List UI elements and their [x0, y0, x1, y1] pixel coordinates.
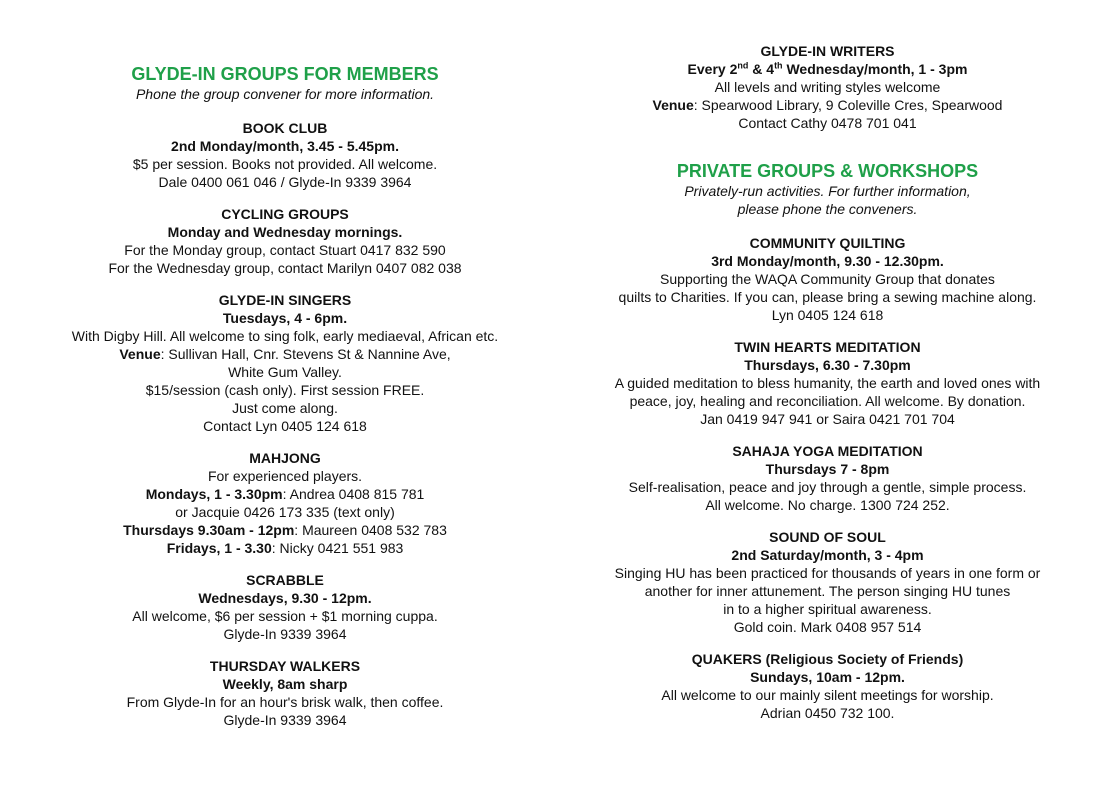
- section-schedule: [570, 60, 1085, 78]
- section-title: SCRABBLE: [246, 572, 324, 588]
- twin-hearts-section: [570, 338, 1085, 428]
- section-schedule: Sundays, 10am - 12pm.: [750, 669, 905, 685]
- section-line: Self-realisation, peace and joy through a gentle, simple process.: [628, 479, 1027, 495]
- venue-text: : Sullivan Hall, Cnr. Stevens St & Nannine Ave,: [160, 346, 451, 362]
- section-line: With Digby Hill. All welcome to sing folk, early mediaeval, African etc.: [71, 328, 499, 344]
- section-title: QUAKERS (Religious Society of Friends): [691, 651, 964, 667]
- schedule-ordinal: th: [774, 60, 783, 71]
- private-groups-column: [570, 42, 1085, 736]
- section-line: Adrian 0450 732 100.: [760, 705, 895, 721]
- section-schedule: Tuesdays, 4 - 6pm.: [222, 310, 348, 326]
- section-schedule: 2nd Monday/month, 3.45 - 5.45pm.: [171, 138, 399, 154]
- section-line: Just come along.: [232, 400, 338, 416]
- mahjong-day: Thursdays 9.30am - 12pm: [123, 522, 295, 538]
- quakers-section: [570, 650, 1085, 722]
- mahjong-row: [30, 521, 540, 539]
- section-schedule: Wednesdays, 9.30 - 12pm.: [198, 590, 372, 606]
- section-line: White Gum Valley.: [228, 364, 342, 380]
- section-line: another for inner attunement. The person singing HU tunes: [644, 583, 1011, 599]
- mahjong-contact: : Nicky 0421 551 983: [271, 540, 404, 556]
- section-schedule: For experienced players.: [207, 468, 363, 484]
- schedule-part: & 4: [748, 61, 775, 77]
- section-line: Gold coin. Mark 0408 957 514: [733, 619, 922, 635]
- mahjong-day: Fridays, 1 - 3.30: [166, 540, 272, 556]
- members-groups-column: [30, 63, 540, 743]
- mahjong-row: [30, 503, 540, 521]
- section-line: peace, joy, healing and reconciliation. All welcome. By donation.: [629, 393, 1026, 409]
- section-line: in to a higher spiritual awareness.: [723, 601, 932, 617]
- sahaja-yoga-section: [570, 442, 1085, 514]
- section-line: Supporting the WAQA Community Group that donates: [660, 271, 995, 287]
- schedule-ordinal: nd: [737, 60, 749, 71]
- private-groups-heading: PRIVATE GROUPS & WORKSHOPS: [676, 161, 979, 181]
- scrabble-section: [30, 571, 540, 643]
- section-title: SAHAJA YOGA MEDITATION: [732, 443, 923, 459]
- section-line: Contact Cathy 0478 701 041: [738, 115, 917, 131]
- mahjong-contact: : Andrea 0408 815 781: [282, 486, 425, 502]
- book-club-section: [30, 119, 540, 191]
- section-line: All welcome, $6 per session + $1 morning cuppa.: [132, 608, 438, 624]
- section-schedule: Monday and Wednesday mornings.: [167, 224, 403, 240]
- section-title: SOUND OF SOUL: [769, 529, 886, 545]
- section-line: A guided meditation to bless humanity, the earth and loved ones with: [614, 375, 1041, 391]
- cycling-groups-section: [30, 205, 540, 277]
- section-line: quilts to Charities. If you can, please bring a sewing machine along.: [618, 289, 1037, 305]
- section-line: Glyde-In 9339 3964: [223, 712, 347, 728]
- venue-line: [570, 96, 1085, 114]
- mahjong-contact: : Maureen 0408 532 783: [294, 522, 447, 538]
- writers-section: [570, 42, 1085, 132]
- section-title: TWIN HEARTS MEDITATION: [734, 339, 921, 355]
- singers-section: [30, 291, 540, 435]
- section-schedule: 2nd Saturday/month, 3 - 4pm: [731, 547, 924, 563]
- section-line: All welcome. No charge. 1300 724 252.: [705, 497, 950, 513]
- private-groups-intro: please phone the conveners.: [737, 201, 918, 217]
- mahjong-row: [30, 539, 540, 557]
- section-line: All levels and writing styles welcome: [714, 79, 941, 95]
- section-line: Jan 0419 947 941 or Saira 0421 701 704: [700, 411, 955, 427]
- members-groups-heading: GLYDE-IN GROUPS FOR MEMBERS: [131, 64, 439, 84]
- section-schedule: Weekly, 8am sharp: [222, 676, 348, 692]
- thursday-walkers-section: [30, 657, 540, 729]
- section-schedule: 3rd Monday/month, 9.30 - 12.30pm.: [711, 253, 944, 269]
- section-line: All welcome to our mainly silent meetings for worship.: [661, 687, 994, 703]
- section-line: Dale 0400 061 046 / Glyde-In 9339 3964: [158, 174, 412, 190]
- sound-of-soul-section: [570, 528, 1085, 636]
- section-line: Contact Lyn 0405 124 618: [203, 418, 367, 434]
- mahjong-day: Mondays, 1 - 3.30pm: [145, 486, 283, 502]
- section-title: BOOK CLUB: [242, 120, 328, 136]
- section-title: THURSDAY WALKERS: [209, 658, 361, 674]
- section-line: $5 per session. Books not provided. All welcome.: [132, 156, 438, 172]
- mahjong-contact: or Jacquie 0426 173 335 (text only): [175, 504, 395, 520]
- venue-line: [30, 345, 540, 363]
- section-line: For the Wednesday group, contact Marilyn 0407 082 038: [108, 260, 462, 276]
- section-title: GLYDE-IN WRITERS: [760, 43, 895, 59]
- section-title: GLYDE-IN SINGERS: [218, 292, 352, 308]
- venue-text: : Spearwood Library, 9 Coleville Cres, Spearwood: [693, 97, 1003, 113]
- section-schedule: Thursdays, 6.30 - 7.30pm: [744, 357, 911, 373]
- schedule-part: Every 2: [687, 61, 738, 77]
- private-groups-intro: Privately-run activities. For further information,: [684, 183, 971, 199]
- mahjong-section: [30, 449, 540, 557]
- mahjong-row: [30, 485, 540, 503]
- members-groups-intro: Phone the group convener for more information.: [135, 86, 435, 102]
- schedule-part: Wednesday/month, 1 - 3pm: [782, 61, 968, 77]
- section-line: $15/session (cash only). First session FREE.: [145, 382, 425, 398]
- venue-label: Venue: [652, 97, 694, 113]
- section-title: MAHJONG: [249, 450, 321, 466]
- section-line: Lyn 0405 124 618: [771, 307, 884, 323]
- section-title: COMMUNITY QUILTING: [749, 235, 906, 251]
- section-line: From Glyde-In for an hour's brisk walk, then coffee.: [126, 694, 444, 710]
- venue-label: Venue: [119, 346, 161, 362]
- section-line: Singing HU has been practiced for thousands of years in one form or: [614, 565, 1041, 581]
- community-quilting-section: [570, 234, 1085, 324]
- section-line: For the Monday group, contact Stuart 0417 832 590: [124, 242, 446, 258]
- section-schedule: Thursdays 7 - 8pm: [765, 461, 890, 477]
- section-title: CYCLING GROUPS: [221, 206, 349, 222]
- section-line: Glyde-In 9339 3964: [223, 626, 347, 642]
